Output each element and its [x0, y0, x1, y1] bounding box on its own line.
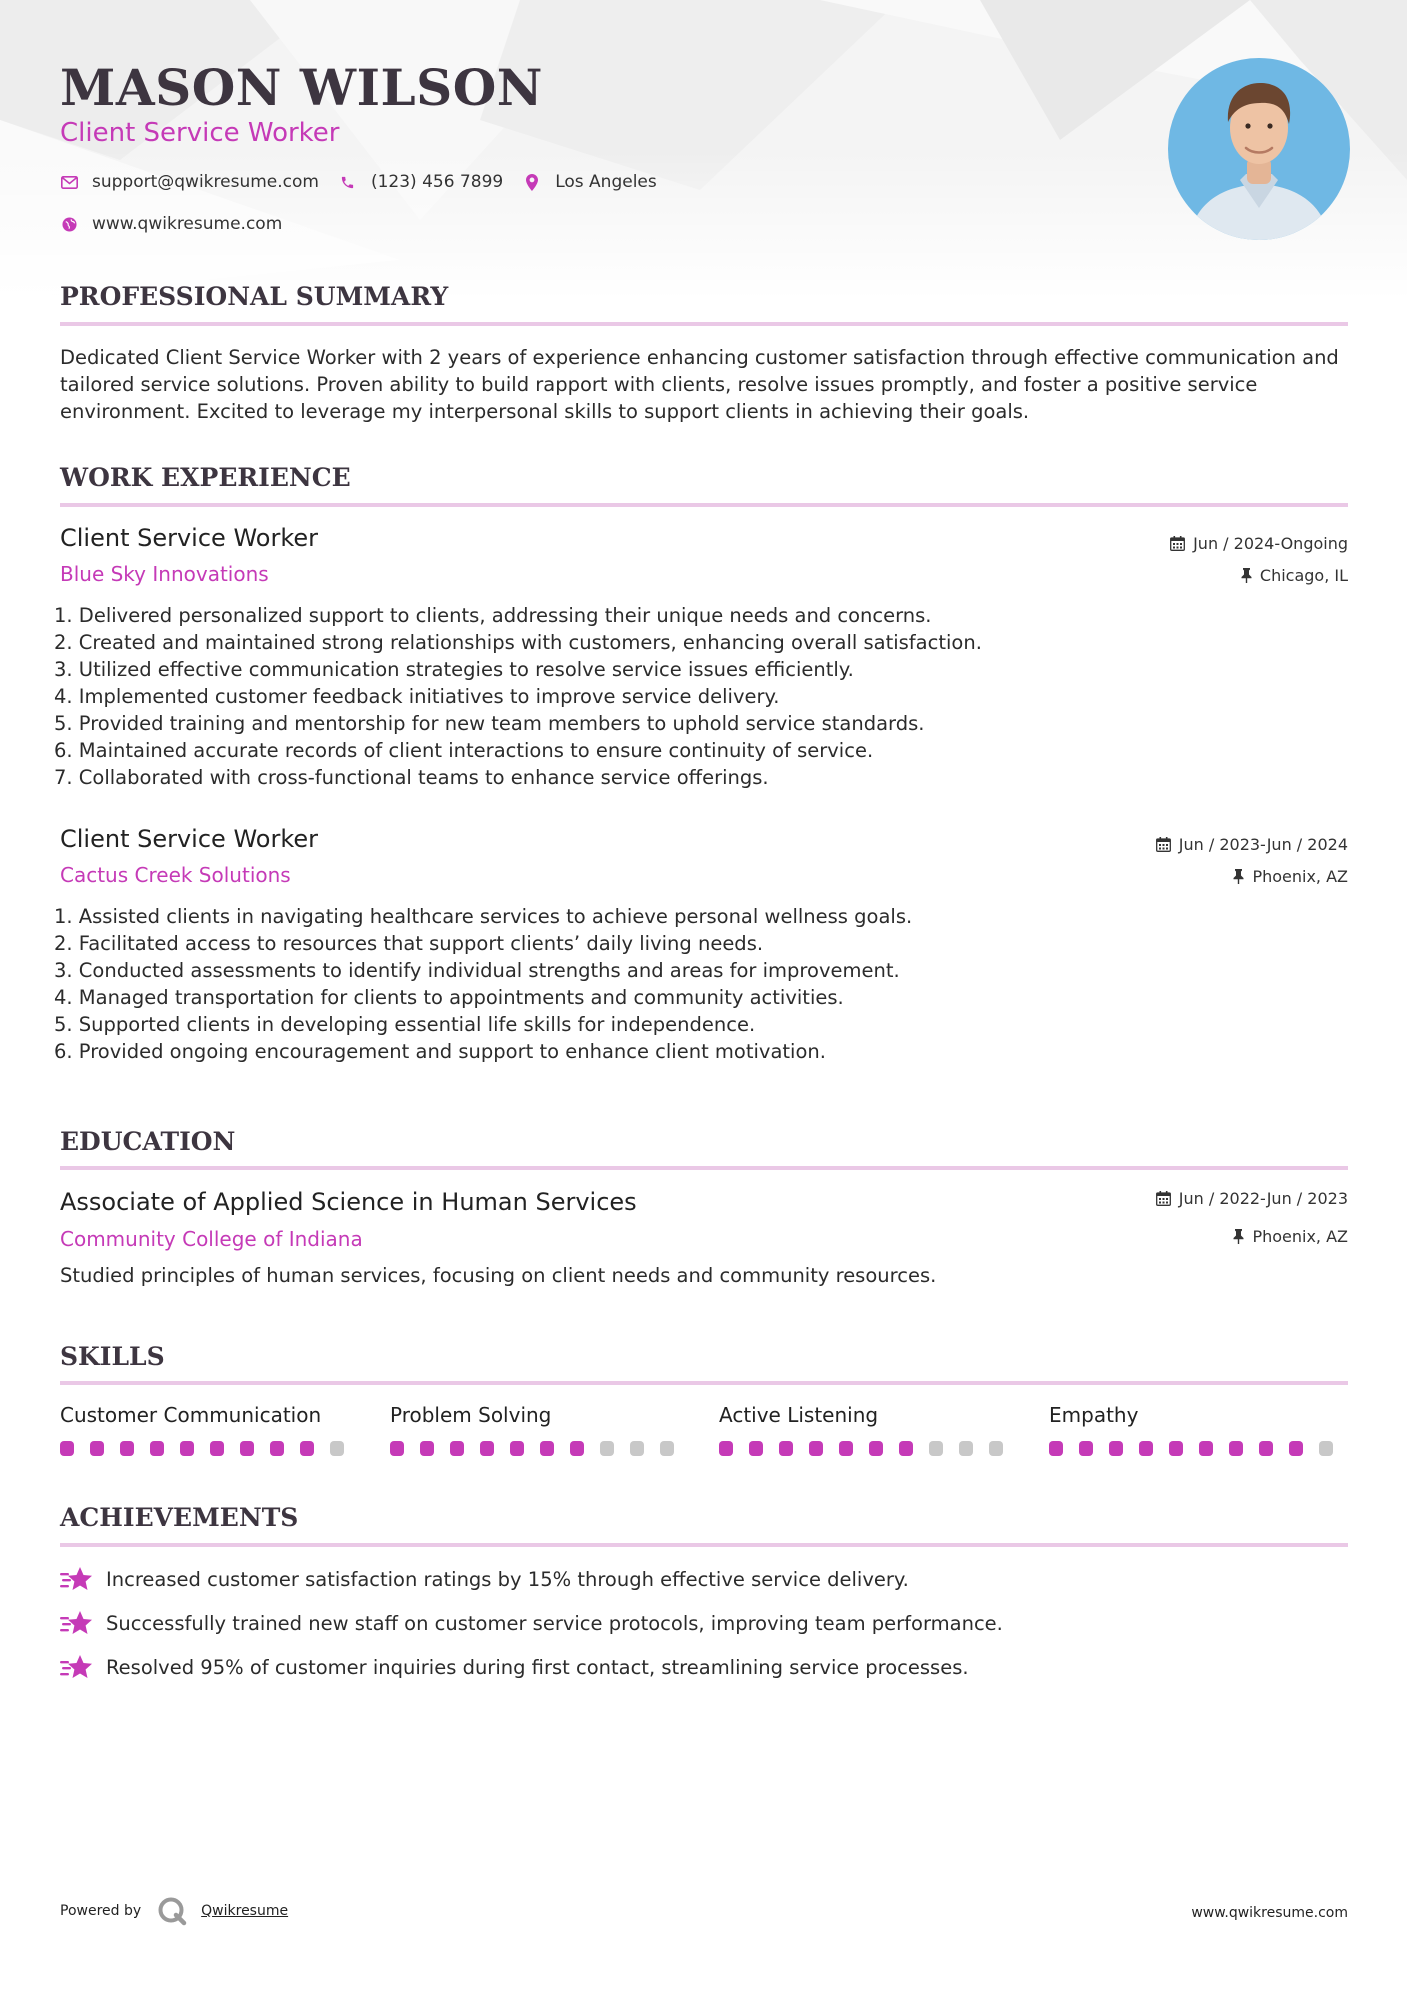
- achievement-item: [60, 1653, 969, 1681]
- skill-item: [390, 1403, 690, 1456]
- pushpin-icon: [1241, 568, 1252, 583]
- rating-dot-filled: [719, 1441, 733, 1456]
- skill-item: [1049, 1403, 1349, 1456]
- rating-dot-filled: [210, 1441, 224, 1456]
- rating-dot-filled: [869, 1441, 883, 1456]
- achievement-text: Resolved 95% of customer inquiries during first contact, streamlining service processes.: [106, 1655, 969, 1679]
- website-text: www.qwikresume.com: [92, 214, 283, 234]
- rating-dot-filled: [1289, 1441, 1303, 1456]
- rating-dot-filled: [480, 1441, 494, 1456]
- phone-text: (123) 456 7899: [370, 172, 504, 192]
- rating-dot-filled: [1199, 1441, 1213, 1456]
- list-item: 2. Facilitated access to resources that support clients’ daily living needs.: [54, 932, 764, 955]
- job-2-location-text: Phoenix, AZ: [1252, 867, 1348, 886]
- rating-dot-filled: [570, 1441, 584, 1456]
- rating-dot-empty: [959, 1441, 973, 1456]
- contact-row: [60, 172, 677, 192]
- rating-dot-filled: [510, 1441, 524, 1456]
- skill-name: Problem Solving: [390, 1403, 552, 1427]
- list-item: 1. Delivered personalized support to clients, addressing their unique needs and concerns.: [54, 604, 932, 627]
- rating-dot-empty: [600, 1441, 614, 1456]
- rating-dot-filled: [450, 1441, 464, 1456]
- list-item: 6. Maintained accurate records of client interactions to ensure continuity of service.: [54, 739, 874, 762]
- rating-dot-empty: [330, 1441, 344, 1456]
- rating-dot-filled: [1139, 1441, 1153, 1456]
- achievement-item: [60, 1609, 1003, 1637]
- achievement-text: Increased customer satisfaction ratings by 15% through effective service delivery.: [106, 1567, 909, 1591]
- candidate-title: Client Service Worker: [60, 118, 340, 148]
- profile-photo: [1168, 58, 1350, 240]
- email-item[interactable]: [60, 172, 319, 192]
- rating-dot-filled: [120, 1441, 134, 1456]
- rating-dot-empty: [929, 1441, 943, 1456]
- rating-dot-filled: [60, 1441, 74, 1456]
- rating-dot-filled: [180, 1441, 194, 1456]
- phone-item[interactable]: [339, 172, 503, 192]
- star-icon: [60, 1653, 94, 1681]
- footer-powered-by: [60, 1896, 288, 1926]
- calendar-icon: [1156, 837, 1171, 852]
- rating-dot-empty: [660, 1441, 674, 1456]
- rating-dot-filled: [300, 1441, 314, 1456]
- job-2-dates: [1156, 835, 1348, 854]
- skills-divider: [60, 1381, 1348, 1385]
- rating-dot-filled: [1169, 1441, 1183, 1456]
- rating-dot-filled: [150, 1441, 164, 1456]
- location-text: Los Angeles: [555, 172, 657, 192]
- school-name: Community College of Indiana: [60, 1227, 363, 1251]
- job-2-bullets: [54, 903, 1348, 1065]
- summary-heading: PROFESSIONAL SUMMARY: [60, 282, 449, 311]
- education-description: Studied principles of human services, focusing on client needs and community resources.: [60, 1264, 937, 1287]
- rating-dot-filled: [779, 1441, 793, 1456]
- skills-heading: SKILLS: [60, 1342, 165, 1371]
- job-1-bullets: [54, 602, 1348, 791]
- pushpin-icon: [1233, 869, 1244, 884]
- powered-by-text: Powered by: [60, 1903, 142, 1919]
- skill-rating: [60, 1441, 360, 1456]
- website-item[interactable]: [60, 214, 282, 234]
- list-item: 3. Conducted assessments to identify individual strengths and areas for improvement.: [54, 959, 900, 982]
- list-item: 6. Provided ongoing encouragement and support to enhance client motivation.: [54, 1040, 826, 1063]
- skill-rating: [1049, 1441, 1349, 1456]
- list-item: 2. Created and maintained strong relationships with customers, enhancing overall satisfaction.: [54, 631, 982, 654]
- map-pin-icon: [523, 173, 541, 191]
- job-1-dates-text: Jun / 2024-Ongoing: [1193, 534, 1348, 553]
- list-item: 5. Supported clients in developing essential life skills for independence.: [54, 1013, 756, 1036]
- job-2-role: Client Service Worker: [60, 825, 318, 853]
- rating-dot-filled: [240, 1441, 254, 1456]
- skill-name: Empathy: [1049, 1403, 1139, 1427]
- calendar-icon: [1156, 1191, 1171, 1206]
- rating-dot-empty: [989, 1441, 1003, 1456]
- list-item: 4. Implemented customer feedback initiatives to improve service delivery.: [54, 685, 780, 708]
- skill-rating: [390, 1441, 690, 1456]
- list-item: 5. Provided training and mentorship for new team members to uphold service standards.: [54, 712, 925, 735]
- qwikresume-logo-icon: [157, 1896, 187, 1926]
- pushpin-icon: [1233, 1229, 1244, 1244]
- job-1-location: [1241, 566, 1348, 585]
- phone-icon: [339, 173, 357, 191]
- rating-dot-filled: [1229, 1441, 1243, 1456]
- rating-dot-filled: [420, 1441, 434, 1456]
- rating-dot-filled: [1049, 1441, 1063, 1456]
- list-item: 4. Managed transportation for clients to appointments and community activities.: [54, 986, 844, 1009]
- envelope-icon: [60, 173, 78, 191]
- skill-name: Customer Communication: [60, 1403, 322, 1427]
- achievement-text: Successfully trained new staff on customer service protocols, improving team performance.: [106, 1611, 1003, 1635]
- education-location-text: Phoenix, AZ: [1252, 1227, 1348, 1246]
- skill-rating: [719, 1441, 1019, 1456]
- rating-dot-filled: [270, 1441, 284, 1456]
- experience-divider: [60, 503, 1348, 507]
- education-location: [1233, 1227, 1348, 1246]
- education-divider: [60, 1166, 1348, 1170]
- rating-dot-filled: [899, 1441, 913, 1456]
- skill-name: Active Listening: [719, 1403, 879, 1427]
- rating-dot-filled: [540, 1441, 554, 1456]
- experience-heading: WORK EXPERIENCE: [60, 463, 351, 492]
- job-1-location-text: Chicago, IL: [1259, 566, 1348, 585]
- rating-dot-empty: [630, 1441, 644, 1456]
- job-2-dates-text: Jun / 2023-Jun / 2024: [1178, 835, 1348, 854]
- education-dates: [1156, 1189, 1348, 1208]
- rating-dot-filled: [1109, 1441, 1123, 1456]
- website-row: [60, 214, 302, 234]
- list-item: 7. Collaborated with cross-functional teams to enhance service offerings.: [54, 766, 769, 789]
- email-text: support@qwikresume.com: [92, 172, 319, 192]
- star-icon: [60, 1609, 94, 1637]
- rating-dot-filled: [839, 1441, 853, 1456]
- rating-dot-filled: [809, 1441, 823, 1456]
- star-icon: [60, 1565, 94, 1593]
- footer-website: www.qwikresume.com: [1191, 1905, 1348, 1921]
- job-1-dates: [1170, 534, 1348, 553]
- candidate-name: MASON WILSON: [60, 58, 543, 117]
- job-1-company: Blue Sky Innovations: [60, 562, 269, 586]
- rating-dot-filled: [90, 1441, 104, 1456]
- rating-dot-filled: [390, 1441, 404, 1456]
- summary-text: Dedicated Client Service Worker with 2 years of experience enhancing customer satisfaction through effective communication and tailored service solutions. Proven ability to build rapport with clients, resolve issues promptly, and foster a positive service environment. Excited to leverage my interpersonal skills to support clients in achieving their goals.: [60, 346, 1339, 423]
- rating-dot-filled: [1259, 1441, 1273, 1456]
- job-1-role: Client Service Worker: [60, 524, 318, 552]
- calendar-icon: [1170, 536, 1185, 551]
- rating-dot-filled: [1079, 1441, 1093, 1456]
- job-2-location: [1233, 867, 1348, 886]
- achievements-divider: [60, 1543, 1348, 1547]
- qwikresume-link[interactable]: Qwikresume: [201, 1903, 289, 1919]
- degree-title: Associate of Applied Science in Human Services: [60, 1188, 637, 1216]
- education-heading: EDUCATION: [60, 1127, 236, 1156]
- rating-dot-empty: [1319, 1441, 1333, 1456]
- job-2-company: Cactus Creek Solutions: [60, 863, 291, 887]
- location-item: [523, 172, 657, 192]
- summary-divider: [60, 322, 1348, 326]
- globe-icon: [60, 215, 78, 233]
- list-item: 1. Assisted clients in navigating healthcare services to achieve personal wellness goals.: [54, 905, 913, 928]
- education-dates-text: Jun / 2022-Jun / 2023: [1178, 1189, 1348, 1208]
- achievement-item: [60, 1565, 909, 1593]
- achievements-heading: ACHIEVEMENTS: [60, 1503, 299, 1532]
- skill-item: [719, 1403, 1019, 1456]
- rating-dot-filled: [749, 1441, 763, 1456]
- list-item: 3. Utilized effective communication strategies to resolve service issues efficiently.: [54, 658, 854, 681]
- skill-item: [60, 1403, 360, 1456]
